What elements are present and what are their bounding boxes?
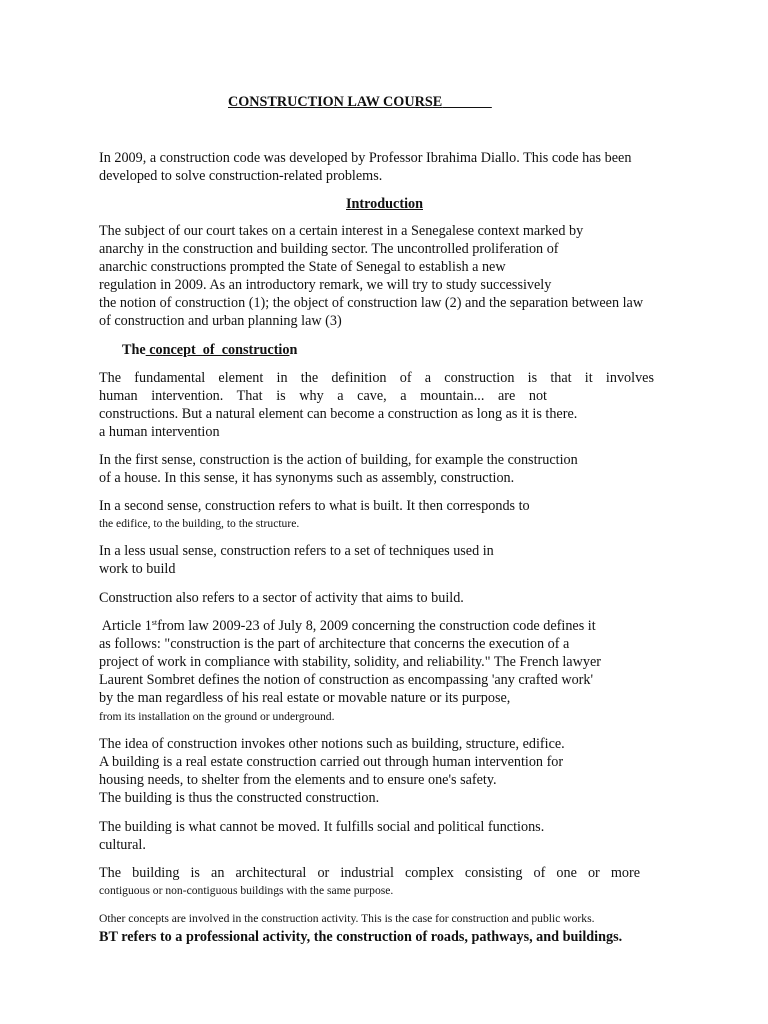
building-immovable-line-2: cultural. [99, 837, 146, 853]
article-line-2: as follows: "construction is the part of architecture that concerns the execution of a [99, 636, 570, 652]
concept-heading-underlined: concept of constructio [145, 342, 290, 358]
intro-note-line-2: developed to solve construction-related problems. [99, 168, 383, 184]
concept-heading-tail: n [289, 342, 298, 358]
less-usual-line-1: In a less usual sense, construction refers to a set of techniques used in [99, 543, 494, 559]
introduction-line-4: regulation in 2009. As an introductory remark, we will try to study successively [99, 277, 552, 293]
document-title: CONSTRUCTION LAW COURSE​ [228, 94, 492, 110]
first-sense-line-1: In the first sense, construction is the action of building, for example the construction [99, 452, 578, 468]
architectural-complex-line-2: contiguous or non-contiguous buildings with the same purpose. [99, 884, 394, 897]
article-line-1 [99, 618, 596, 635]
first-sense-line-2: of a house. In this sense, it has synonyms such as assembly, construction. [99, 470, 515, 486]
fundamental-line-2: human intervention. That is why a cave, a mountain... are not [99, 388, 547, 404]
idea-line-1: The idea of construction invokes other notions such as building, structure, edifice. [99, 736, 565, 752]
introduction-line-1: The subject of our court takes on a certain interest in a Senegalese context marked by [99, 223, 584, 239]
second-sense-line-2: the edifice, to the building, to the structure. [99, 517, 300, 530]
introduction-line-5: the notion of construction (1); the object of construction law (2) and the separation between law [99, 295, 644, 311]
introduction-line-3: anarchic constructions prompted the State of Senegal to establish a new [99, 259, 506, 275]
article-line-4: Laurent Sombret defines the notion of construction as encompassing 'any crafted work' [99, 672, 594, 688]
introduction-line-6: of construction and urban planning law (3) [99, 313, 342, 329]
building-immovable-line-1: The building is what cannot be moved. It fulfills social and political functions. [99, 819, 545, 835]
intro-note-line-1: In 2009, a construction code was developed by Professor Ibrahima Diallo. This code has been [99, 150, 632, 166]
fundamental-line-4: a human intervention [99, 424, 220, 440]
other-concepts-line: Other concepts are involved in the construction activity. This is the case for construction and public works. [99, 912, 595, 925]
introduction-line-2: anarchy in the construction and building sector. The uncontrolled proliferation of [99, 241, 559, 257]
article-line-6: from its installation on the ground or underground. [99, 710, 335, 723]
idea-line-2: A building is a real estate construction carried out through human intervention for [99, 754, 564, 770]
fundamental-line-3: constructions. But a natural element can become a construction as long as it is there. [99, 406, 578, 422]
bt-definition-line: BT refers to a professional activity, the construction of roads, pathways, and buildings. [99, 929, 623, 945]
architectural-complex-line-1: The building is an architectural or industrial complex consisting of one or more [99, 865, 640, 881]
less-usual-line-2: work to build [99, 561, 176, 577]
article-line-5: by the man regardless of his real estate or movable nature or its purpose, [99, 690, 511, 706]
article-label: Article 1 [99, 618, 152, 634]
idea-line-4: The building is thus the constructed construction. [99, 790, 380, 806]
document-title-text: CONSTRUCTION LAW COURSE [228, 94, 443, 110]
article-line-1-rest: from law 2009-23 of July 8, 2009 concerning the construction code defines it [157, 618, 596, 634]
article-line-3: project of work in compliance with stability, solidity, and reliability." The French lawyer [99, 654, 601, 670]
introduction-heading: Introduction [346, 196, 423, 212]
concept-heading-the: The [122, 342, 146, 358]
fundamental-line-1: The fundamental element in the definition of a construction is that it involves [99, 370, 654, 386]
second-sense-line-1: In a second sense, construction refers to what is built. It then corresponds to [99, 498, 530, 514]
idea-line-3: housing needs, to shelter from the elements and to ensure one's safety. [99, 772, 497, 788]
article-superscript: st [151, 618, 158, 627]
concept-heading [122, 342, 297, 359]
sector-line: Construction also refers to a sector of activity that aims to build. [99, 590, 464, 606]
